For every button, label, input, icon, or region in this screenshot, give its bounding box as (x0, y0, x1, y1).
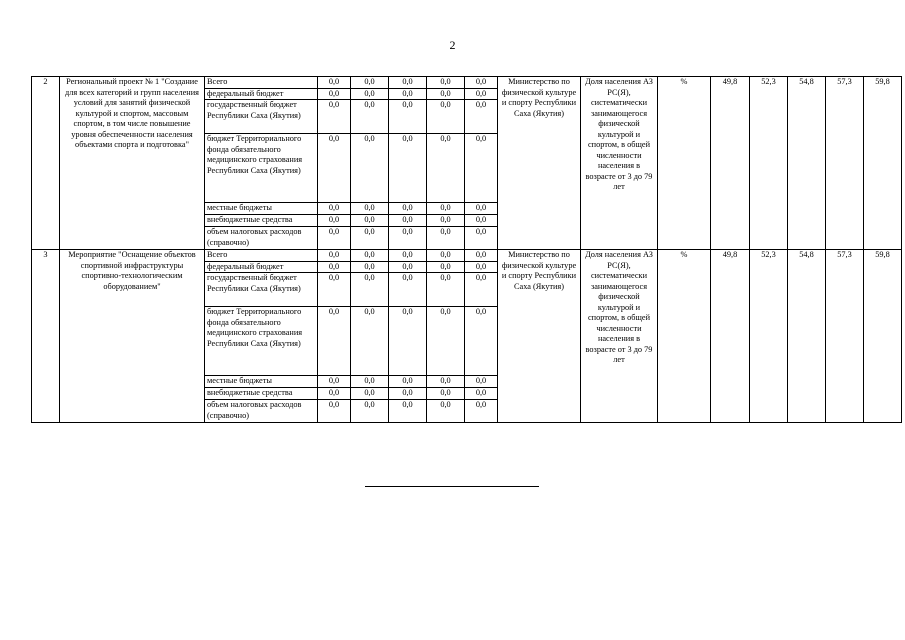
funding-value: 0,0 (318, 88, 351, 100)
funding-value: 0,0 (351, 307, 389, 376)
funding-source-label: объем налоговых расходов (справочно) (205, 227, 318, 250)
project-name: Региональный проект № 1 "Создание для всех категорий и групп населения условий для занятий физической культурой и спортом, массовым спортом, в том числе повышение уровня обеспеченности населения объектами спорта и подготовка" (60, 77, 205, 250)
funding-value: 0,0 (351, 250, 389, 262)
executor: Министерство по физической культуре и спорту Республики Саха (Якутия) (498, 77, 581, 250)
funding-value: 0,0 (318, 134, 351, 203)
funding-source-label: внебюджетные средства (205, 215, 318, 227)
funding-value: 0,0 (465, 88, 498, 100)
funding-value: 0,0 (427, 100, 465, 134)
unit: % (658, 250, 711, 423)
funding-value: 0,0 (318, 400, 351, 423)
funding-value: 0,0 (389, 88, 427, 100)
target-value: 54,8 (788, 77, 826, 250)
funding-value: 0,0 (351, 77, 389, 89)
funding-source-label: Всего (205, 77, 318, 89)
funding-value: 0,0 (427, 227, 465, 250)
table-row (32, 77, 902, 89)
funding-value: 0,0 (389, 273, 427, 307)
funding-value: 0,0 (318, 307, 351, 376)
funding-value: 0,0 (389, 307, 427, 376)
row-number: 2 (32, 77, 60, 250)
funding-value: 0,0 (427, 77, 465, 89)
funding-value: 0,0 (389, 227, 427, 250)
funding-value: 0,0 (389, 400, 427, 423)
funding-value: 0,0 (318, 215, 351, 227)
funding-value: 0,0 (389, 77, 427, 89)
funding-value: 0,0 (465, 203, 498, 215)
indicator: Доля населения АЗ РС(Я), систематически занимающегося физической культурой и спортом, в общей численности населения в возрасте от 3 до 79 лет (581, 250, 658, 423)
funding-value: 0,0 (465, 250, 498, 262)
target-value: 59,8 (864, 77, 902, 250)
target-value: 49,8 (711, 250, 750, 423)
funding-source-label: местные бюджеты (205, 376, 318, 388)
funding-value: 0,0 (351, 273, 389, 307)
funding-value: 0,0 (318, 261, 351, 273)
funding-value: 0,0 (351, 261, 389, 273)
funding-value: 0,0 (389, 261, 427, 273)
target-value: 52,3 (750, 250, 788, 423)
funding-value: 0,0 (351, 215, 389, 227)
funding-value: 0,0 (389, 203, 427, 215)
funding-value: 0,0 (465, 100, 498, 134)
unit: % (658, 77, 711, 250)
funding-value: 0,0 (318, 77, 351, 89)
end-line (365, 486, 539, 487)
target-value: 57,3 (826, 77, 864, 250)
project-name: Мероприятие "Оснащение объектов спортивной инфраструктуры спортивно-технологическим оборудованием" (60, 250, 205, 423)
page-number: 2 (449, 38, 456, 52)
funding-value: 0,0 (465, 261, 498, 273)
executor: Министерство по физической культуре и спорту Республики Саха (Якутия) (498, 250, 581, 423)
funding-value: 0,0 (465, 215, 498, 227)
funding-value: 0,0 (318, 376, 351, 388)
funding-value: 0,0 (318, 273, 351, 307)
funding-value: 0,0 (389, 134, 427, 203)
funding-value: 0,0 (389, 100, 427, 134)
funding-value: 0,0 (427, 376, 465, 388)
funding-value: 0,0 (427, 307, 465, 376)
funding-value: 0,0 (389, 215, 427, 227)
funding-value: 0,0 (351, 88, 389, 100)
target-value: 59,8 (864, 250, 902, 423)
funding-value: 0,0 (389, 250, 427, 262)
target-value: 54,8 (788, 250, 826, 423)
funding-source-label: бюджет Территориального фонда обязательного медицинского страхования Республики Саха (Якутия) (205, 307, 318, 376)
funding-source-label: федеральный бюджет (205, 261, 318, 273)
funding-value: 0,0 (389, 376, 427, 388)
funding-source-label: государственный бюджет Республики Саха (Якутия) (205, 100, 318, 134)
funding-value: 0,0 (351, 100, 389, 134)
target-value: 49,8 (711, 77, 750, 250)
funding-source-label: Всего (205, 250, 318, 262)
funding-value: 0,0 (427, 400, 465, 423)
target-value: 52,3 (750, 77, 788, 250)
funding-value: 0,0 (351, 388, 389, 400)
funding-value: 0,0 (427, 215, 465, 227)
funding-value: 0,0 (465, 376, 498, 388)
funding-value: 0,0 (465, 307, 498, 376)
indicator: Доля населения АЗ РС(Я), систематически занимающегося физической культурой и спортом, в общей численности населения в возрасте от 3 до 79 лет (581, 77, 658, 250)
funding-value: 0,0 (465, 77, 498, 89)
funding-value: 0,0 (318, 388, 351, 400)
funding-value: 0,0 (389, 388, 427, 400)
funding-source-label: федеральный бюджет (205, 88, 318, 100)
funding-value: 0,0 (465, 227, 498, 250)
funding-source-label: государственный бюджет Республики Саха (Якутия) (205, 273, 318, 307)
funding-source-label: объем налоговых расходов (справочно) (205, 400, 318, 423)
funding-value: 0,0 (351, 227, 389, 250)
funding-value: 0,0 (351, 203, 389, 215)
program-table (31, 76, 902, 423)
funding-source-label: внебюджетные средства (205, 388, 318, 400)
funding-value: 0,0 (318, 100, 351, 134)
target-value: 57,3 (826, 250, 864, 423)
funding-value: 0,0 (465, 134, 498, 203)
funding-value: 0,0 (465, 273, 498, 307)
table-row (32, 250, 902, 262)
funding-value: 0,0 (427, 273, 465, 307)
funding-value: 0,0 (465, 400, 498, 423)
funding-value: 0,0 (318, 250, 351, 262)
row-number: 3 (32, 250, 60, 423)
funding-value: 0,0 (427, 203, 465, 215)
funding-value: 0,0 (465, 388, 498, 400)
funding-source-label: местные бюджеты (205, 203, 318, 215)
funding-source-label: бюджет Территориального фонда обязательного медицинского страхования Республики Саха (Якутия) (205, 134, 318, 203)
funding-value: 0,0 (427, 261, 465, 273)
funding-value: 0,0 (351, 376, 389, 388)
funding-value: 0,0 (318, 227, 351, 250)
funding-value: 0,0 (351, 400, 389, 423)
funding-value: 0,0 (351, 134, 389, 203)
funding-value: 0,0 (318, 203, 351, 215)
funding-value: 0,0 (427, 250, 465, 262)
funding-value: 0,0 (427, 88, 465, 100)
funding-value: 0,0 (427, 134, 465, 203)
funding-value: 0,0 (427, 388, 465, 400)
